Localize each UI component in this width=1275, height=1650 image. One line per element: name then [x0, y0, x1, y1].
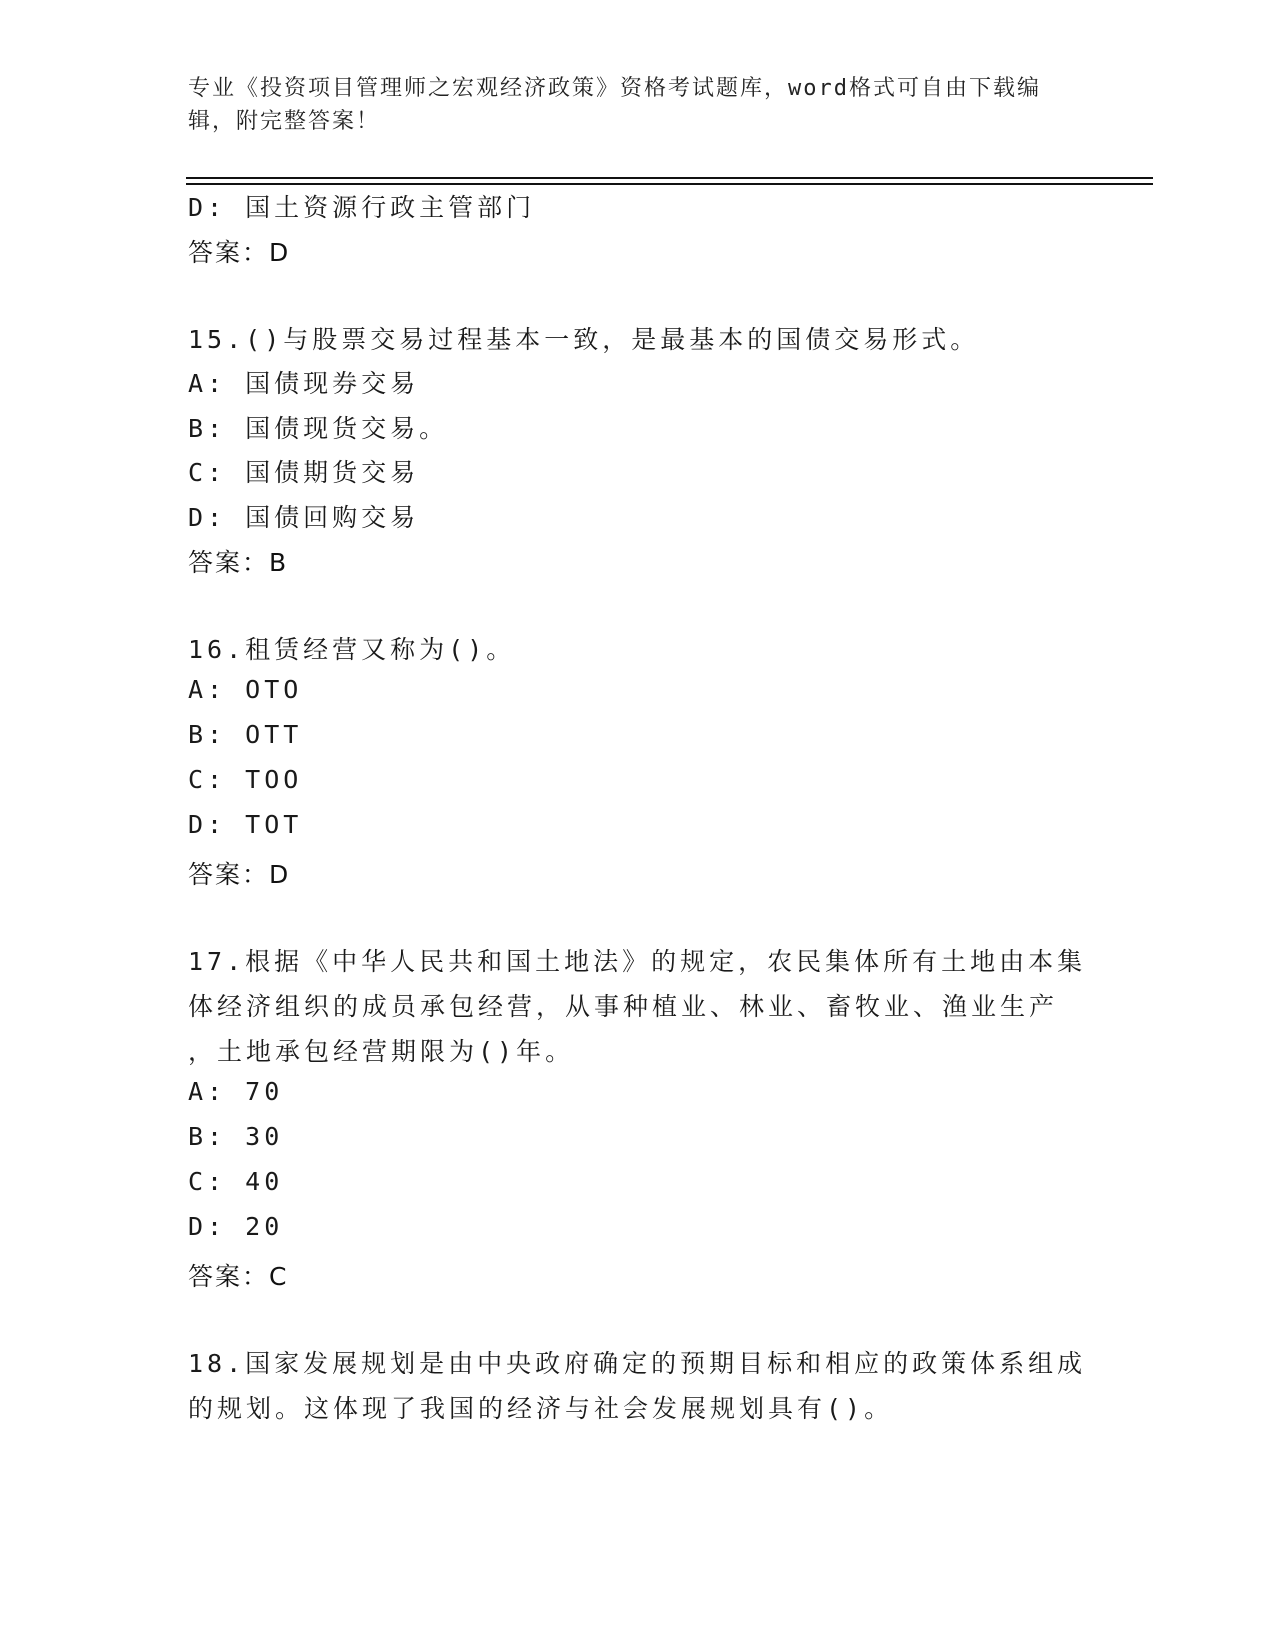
q17-option-d: D: 20: [188, 1212, 284, 1241]
header-rule-bottom: [186, 183, 1153, 185]
document-header: [188, 72, 1088, 138]
header-line-1: 专业《投资项目管理师之宏观经济政策》资格考试题库，word格式可自由下载编: [188, 76, 1041, 101]
q15-stem: 15.()与股票交易过程基本一致，是最基本的国债交易形式。: [188, 325, 980, 354]
q16-stem: 16.租赁经营又称为()。: [188, 635, 516, 664]
q18-stem-line-1: 18.国家发展规划是由中央政府确定的预期目标和相应的政策体系组成: [188, 1349, 1087, 1378]
q17-option-c: C: 40: [188, 1167, 284, 1196]
q17-stem-line-1: 17.根据《中华人民共和国土地法》的规定，农民集体所有土地由本集: [188, 947, 1087, 976]
q16-option-c: C: TOO: [188, 765, 303, 794]
q15-option-c: C: 国债期货交易: [188, 458, 420, 487]
q14-answer: 答案：D: [188, 238, 291, 267]
q17-option-b: B: 30: [188, 1122, 284, 1151]
q17-stem-line-2: 体经济组织的成员承包经营，从事种植业、林业、畜牧业、渔业生产: [188, 992, 1059, 1021]
q15-option-a: A: 国债现券交易: [188, 369, 420, 398]
q17-option-a: A: 70: [188, 1077, 284, 1106]
q16-option-a: A: OTO: [188, 675, 303, 704]
q18-stem-line-2: 的规划。这体现了我国的经济与社会发展规划具有()。: [188, 1394, 894, 1423]
q14-option-d: D: 国土资源行政主管部门: [188, 193, 536, 222]
q16-answer: 答案：D: [188, 860, 291, 889]
header-line-2: 辑，附完整答案！: [188, 109, 381, 134]
q17-stem-line-3: ，土地承包经营期限为()年。: [188, 1037, 575, 1066]
header-rule-top: [186, 177, 1153, 179]
q16-option-b: B: OTT: [188, 720, 303, 749]
q15-answer: 答案：B: [188, 548, 289, 577]
q15-option-b: B: 国债现货交易。: [188, 414, 449, 443]
q15-option-d: D: 国债回购交易: [188, 503, 420, 532]
q16-option-d: D: TOT: [188, 810, 303, 839]
q17-answer: 答案：C: [188, 1262, 289, 1291]
